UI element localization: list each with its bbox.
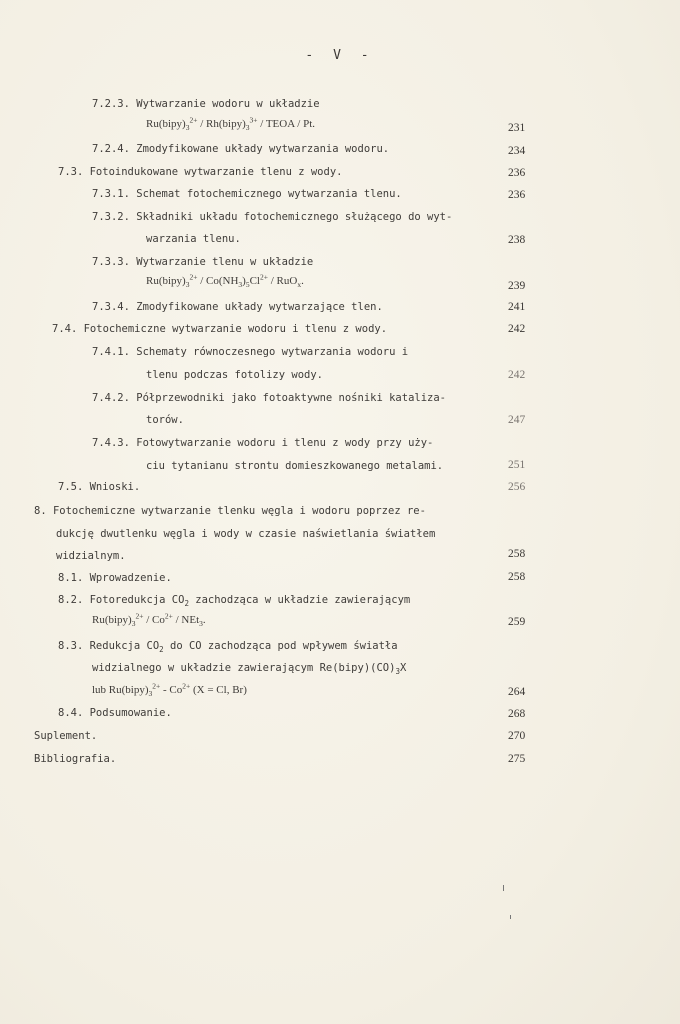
toc-page-7-4-3: 251 <box>508 459 526 471</box>
stray-mark <box>503 885 504 891</box>
toc-entry-8-2-formula: $Ru(bipy)_3^{2+} / Co^{2+} / NEt_3$. <box>92 611 206 629</box>
toc-page-suplement: 270 <box>508 730 526 742</box>
toc-entry-7-4-1-cont: tlenu podczas fotolizy wody. <box>146 369 324 381</box>
toc-page-7-3-3: 239 <box>508 280 526 292</box>
stray-mark <box>510 915 511 919</box>
toc-page-7-4-2: 247 <box>508 414 526 426</box>
toc-entry-7-3-2: 7.3.2. Składniki układu fotochemicznego służącego do wyt- <box>92 211 453 223</box>
toc-entry-8-3: 8.3. Redukcja $CO_2$ do CO zachodząca pod wpływem światła <box>58 640 398 655</box>
toc-page-7-4: 242 <box>508 323 526 335</box>
toc-entry-7-3-3: 7.3.3. Wytwarzanie tlenu w układzie <box>92 256 314 268</box>
toc-entry-8: 8. Fotochemiczne wytwarzanie tlenku węgla i wodoru poprzez re- <box>34 505 426 517</box>
toc-entry-7-3-1: 7.3.1. Schemat fotochemicznego wytwarzania tlenu. <box>92 188 402 200</box>
toc-page-7-2-3: 231 <box>508 122 526 134</box>
toc-entry-7-4: 7.4. Fotochemiczne wytwarzanie wodoru i tlenu z wody. <box>52 323 388 335</box>
toc-entry-7-3-3-formula: $Ru(bipy)_3^{2+} / Co(NH_3)_5Cl^{2+} / RuO_x$. <box>146 272 304 290</box>
toc-entry-bibliografia: Bibliografia. <box>34 753 117 765</box>
toc-entry-8-3-cont-1: widzialnego w układzie zawierającym $Re(bipy)(CO)_3X$ <box>92 662 407 677</box>
toc-entry-7-4-2-cont: torów. <box>146 414 184 426</box>
toc-page-7-4-1: 242 <box>508 369 526 381</box>
toc-entry-7-4-2: 7.4.2. Półprzewodniki jako fotoaktywne nośniki kataliza- <box>92 392 447 404</box>
toc-entry-8-1: 8.1. Wprowadzenie. <box>58 572 172 584</box>
toc-entry-8-cont-2: widzialnym. <box>56 550 126 562</box>
toc-page-8-4: 268 <box>508 708 526 720</box>
toc-entry-8-cont-1: dukcję dwutlenku węgla i wody w czasie naświetlania światłem <box>56 528 436 540</box>
toc-page-7-3-4: 241 <box>508 301 526 313</box>
toc-entry-8-4: 8.4. Podsumowanie. <box>58 707 172 719</box>
toc-page-7-5: 256 <box>508 481 526 493</box>
toc-entry-8-3-cont-2: lub $Ru(bipy)_3^{2+} - Co^{2+}$ (X = Cl, Br) <box>92 681 247 699</box>
toc-entry-7-2-3: 7.2.3. Wytwarzanie wodoru w układzie <box>92 98 320 110</box>
toc-entry-7-4-3-cont: ciu tytanianu strontu domieszkowanego metalami. <box>146 460 444 472</box>
toc-page-7-3: 236 <box>508 167 526 179</box>
toc-entry-7-4-3: 7.4.3. Fotowytwarzanie wodoru i tlenu z wody przy uży- <box>92 437 434 449</box>
toc-entry-7-2-3-formula: $Ru(bipy)_3^{2+}$ / $Rh(bipy)_3^{3+}$ / TEOA / Pt. <box>146 115 316 133</box>
toc-page-8-3: 264 <box>508 686 526 698</box>
page-number: - V - <box>305 48 375 63</box>
toc-page-bibliografia: 275 <box>508 753 526 765</box>
toc-page-8: 258 <box>508 548 526 560</box>
toc-entry-8-2: 8.2. Fotoredukcja $CO_2$ zachodząca w układzie zawierającym <box>58 594 411 609</box>
toc-page-7-2-4: 234 <box>508 145 526 157</box>
toc-entry-7-3-2-cont: warzania tlenu. <box>146 233 241 245</box>
toc-page-7-3-1: 236 <box>508 189 526 201</box>
toc-entry-7-3-4: 7.3.4. Zmodyfikowane układy wytwarzające tlen. <box>92 301 383 313</box>
toc-entry-suplement: Suplement. <box>34 730 98 742</box>
toc-page-7-3-2: 238 <box>508 234 526 246</box>
toc-entry-7-2-4: 7.2.4. Zmodyfikowane układy wytwarzania wodoru. <box>92 143 390 155</box>
toc-page-8-1: 258 <box>508 571 526 583</box>
toc-entry-7-3: 7.3. Fotoindukowane wytwarzanie tlenu z wody. <box>58 166 343 178</box>
toc-entry-7-5: 7.5. Wnioski. <box>58 481 141 493</box>
toc-entry-7-4-1: 7.4.1. Schematy równoczesnego wytwarzania wodoru i <box>92 346 409 358</box>
toc-page-8-2: 259 <box>508 616 526 628</box>
